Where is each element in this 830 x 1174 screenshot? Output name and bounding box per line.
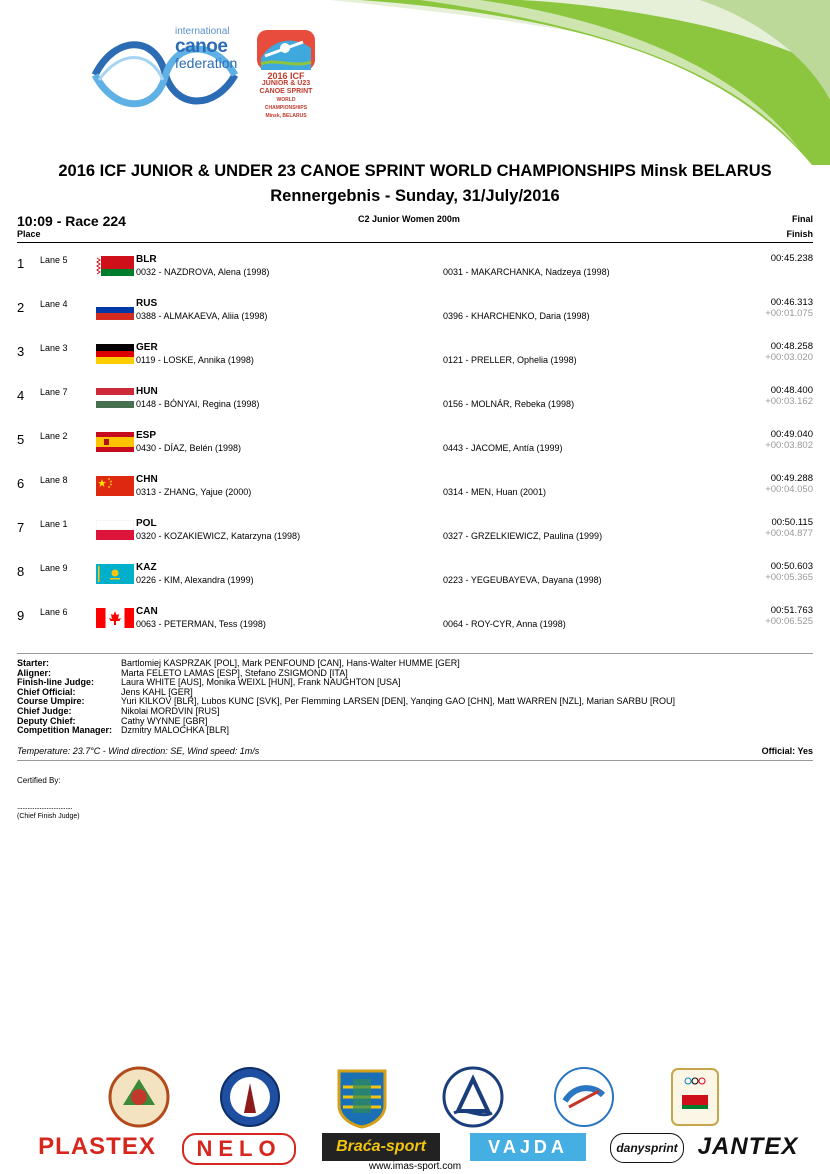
place-number: 7 — [17, 520, 25, 535]
finish-time: 00:49.040 — [770, 429, 813, 440]
result-row — [0, 514, 830, 558]
place-number: 5 — [17, 432, 25, 447]
country-code: CHN — [136, 474, 158, 485]
sponsor-logo-jantex: JANTEX — [697, 1133, 799, 1160]
crew-member-2: 0064 - ROY-CYR, Anna (1998) — [443, 619, 566, 629]
finish-time: 00:45.238 — [770, 253, 813, 264]
lane-label: Lane 5 — [40, 255, 68, 265]
country-code: BLR — [136, 254, 157, 265]
country-code: RUS — [136, 298, 158, 309]
official-names: Nikolai MORDVIN [RUS] — [121, 705, 220, 716]
championship-logo-line3: CANOE SPRINT — [259, 88, 313, 95]
crew-member-1: 0063 - PETERMAN, Tess (1998) — [136, 619, 266, 629]
page-subtitle: Rennergebnis - Sunday, 31/July/2016 — [270, 187, 560, 205]
icf-logo-line3: federation — [175, 55, 238, 71]
lane-label: Lane 6 — [40, 607, 68, 617]
place-number: 2 — [17, 300, 25, 315]
crew-member-1: 0320 - KOZAKIEWICZ, Katarzyna (1998) — [136, 531, 301, 541]
sponsor-logo-plastex: PLASTEX — [38, 1133, 156, 1160]
crew-member-2: 0396 - KHARCHENKO, Daria (1998) — [443, 311, 590, 321]
official-names: Cathy WYNNE [GBR] — [121, 715, 208, 726]
time-gap: +00:03.162 — [765, 396, 813, 407]
official-role: Chief Judge: — [17, 705, 72, 716]
crew-member-2: 0156 - MOLNÁR, Rebeka (1998) — [443, 399, 575, 409]
finish-time: 00:49.288 — [770, 473, 813, 484]
official-names: Marta FELETO LAMAS [ESP], Stefano ZSIGMOND [ITA] — [121, 667, 348, 678]
championship-logo-line1: 2016 ICF — [267, 71, 305, 81]
result-row — [0, 294, 830, 338]
crew-member-1: 0032 - NAZDROVA, Alena (1998) — [136, 267, 270, 277]
result-row — [0, 470, 830, 514]
time-gap: +00:04.050 — [765, 484, 813, 495]
result-row — [0, 250, 830, 294]
country-code: POL — [136, 518, 157, 529]
lane-label: Lane 7 — [40, 387, 68, 397]
crew-member-1: 0119 - LOSKE, Annika (1998) — [136, 355, 254, 365]
race-time-label: 10:09 - Race 224 — [17, 213, 126, 229]
result-row — [0, 382, 830, 426]
place-number: 8 — [17, 564, 25, 579]
federation-emblem-5 — [553, 1065, 615, 1129]
championship-logo-line2: JUNIOR & U23 — [261, 80, 311, 87]
lane-label: Lane 4 — [40, 299, 68, 309]
official-status: Official: Yes — [761, 746, 813, 756]
official-names: Dzmitry MALOCHKA [BLR] — [121, 725, 230, 736]
place-number: 1 — [17, 256, 25, 271]
lane-label: Lane 9 — [40, 563, 68, 573]
country-code: CAN — [136, 606, 158, 617]
place-column-header: Place — [17, 229, 41, 239]
kaz-flag-icon — [96, 564, 134, 584]
crew-member-2: 0443 - JACOME, Antía (1999) — [443, 443, 563, 453]
finish-time: 00:50.115 — [771, 517, 813, 528]
sponsor-logo-braca-sport: Braća-sport — [322, 1133, 440, 1161]
place-number: 3 — [17, 344, 25, 359]
crew-member-1: 0148 - BÓNYAI, Regina (1998) — [136, 399, 260, 409]
finish-time: 00:51.763 — [770, 605, 813, 616]
official-row — [17, 678, 675, 688]
championship-logo-line5: Minsk, BELARUS — [265, 113, 307, 119]
place-number: 9 — [17, 608, 25, 623]
federation-emblem-1 — [108, 1065, 170, 1129]
conditions-divider — [17, 760, 813, 761]
ger-flag-icon — [96, 344, 134, 364]
sponsor-logo-nelo: NELO — [182, 1133, 296, 1165]
finish-time: 00:48.258 — [770, 341, 813, 352]
crew-member-1: 0226 - KIM, Alexandra (1999) — [136, 575, 254, 585]
country-code: GER — [136, 342, 158, 353]
time-gap: +00:04.877 — [765, 528, 813, 539]
official-role: Deputy Chief: — [17, 715, 76, 726]
chief-finish-judge-label: (Chief Finish Judge) — [17, 813, 80, 820]
officials-list — [17, 659, 675, 736]
place-number: 4 — [17, 388, 25, 403]
official-role: Competition Manager: — [17, 725, 113, 736]
country-code: KAZ — [136, 562, 157, 573]
lane-label: Lane 3 — [40, 343, 68, 353]
finish-time: 00:48.400 — [770, 385, 813, 396]
crew-member-2: 0327 - GRZELKIEWICZ, Paulina (1999) — [443, 531, 603, 541]
lane-label: Lane 8 — [40, 475, 68, 485]
official-names: Bartlomiej KASPRZAK [POL], Mark PENFOUND [CAN], Hans-Walter HUMME [GER] — [121, 658, 460, 668]
result-row — [0, 558, 830, 602]
official-role: Course Umpire: — [17, 696, 85, 707]
finish-time: 00:46.313 — [770, 297, 813, 308]
federation-emblem-6 — [664, 1065, 726, 1129]
signature-line: ................................ — [17, 802, 73, 811]
official-role: Starter: — [17, 658, 50, 668]
official-names: Laura WHITE [AUS], Monika WEIXL [HUN], Frank NAUGHTON [USA] — [121, 677, 401, 688]
crew-member-2: 0031 - MAKARCHANKA, Nadzeya (1998) — [443, 267, 610, 277]
result-row — [0, 426, 830, 470]
crew-member-1: 0388 - ALMAKAEVA, Aliia (1998) — [136, 311, 268, 321]
race-stage-label: Final — [791, 214, 813, 224]
time-gap: +00:01.075 — [765, 308, 813, 319]
lane-label: Lane 1 — [40, 519, 68, 529]
official-role: Chief Official: — [17, 686, 76, 697]
hun-flag-icon — [96, 388, 134, 408]
official-row — [17, 726, 675, 736]
rus-flag-icon — [96, 300, 134, 320]
crew-member-2: 0223 - YEGEUBAYEVA, Dayana (1998) — [443, 575, 602, 585]
crew-member-1: 0430 - DÍAZ, Belén (1998) — [136, 443, 242, 453]
federation-emblem-4 — [442, 1065, 504, 1129]
result-row — [0, 602, 830, 646]
chn-flag-icon — [96, 476, 134, 496]
federation-emblem-3 — [331, 1065, 393, 1129]
sponsor-logo-danysprint: danysprint — [610, 1133, 684, 1163]
time-gap: +00:03.802 — [765, 440, 813, 451]
official-row — [17, 717, 675, 727]
website-url: www.imas-sport.com — [368, 1161, 462, 1172]
official-names: Jens KAHL [GER] — [121, 686, 193, 697]
time-gap: +00:06.525 — [765, 616, 813, 627]
official-role: Finish-line Judge: — [17, 677, 95, 688]
results-divider — [17, 653, 813, 654]
finish-time: 00:50.603 — [770, 561, 813, 572]
time-gap: +00:03.020 — [765, 352, 813, 363]
finish-column-header: Finish — [786, 229, 813, 239]
can-flag-icon — [96, 608, 134, 628]
crew-member-2: 0314 - MEN, Huan (2001) — [443, 487, 547, 497]
country-code: HUN — [136, 386, 158, 397]
lane-label: Lane 2 — [40, 431, 68, 441]
crew-member-1: 0313 - ZHANG, Yajue (2000) — [136, 487, 252, 497]
blr-flag-icon — [96, 256, 134, 276]
weather-conditions: Temperature: 23.7°C - Wind direction: SE, Wind speed: 1m/s — [17, 746, 260, 756]
championship-logo-text — [255, 72, 317, 120]
esp-flag-icon — [96, 432, 134, 452]
official-names: Yuri KILKOV [BLR], Lubos KUNC [SVK], Per Flemming LARSEN [DEN], Yanqing GAO [CHN], Matt WARREN [NZL], Marian SARBU [ROU] — [121, 696, 675, 707]
result-row — [0, 338, 830, 382]
icf-logo-text — [175, 27, 237, 70]
time-gap: +00:05.365 — [765, 572, 813, 583]
icf-logo-line1: international — [175, 26, 230, 37]
place-number: 6 — [17, 476, 25, 491]
championship-logo-line4: WORLD CHAMPIONSHIPS — [264, 97, 308, 111]
sponsor-logo-vajda: VAJDA — [470, 1133, 586, 1161]
page-title: 2016 ICF JUNIOR & UNDER 23 CANOE SPRINT WORLD CHAMPIONSHIPS Minsk BELARUS — [58, 162, 772, 180]
pol-flag-icon — [96, 520, 134, 540]
boat-class-label: C2 Junior Women 200m — [358, 214, 460, 224]
certified-by-label: Certified By: — [17, 776, 61, 785]
official-role: Aligner: — [17, 667, 52, 678]
official-row — [17, 697, 675, 707]
official-row — [17, 707, 675, 717]
country-code: ESP — [136, 430, 157, 441]
crew-member-2: 0121 - PRELLER, Ophelia (1998) — [443, 355, 577, 365]
header-divider — [17, 242, 813, 243]
federation-emblem-2 — [219, 1065, 281, 1129]
icf-logo-line2: canoe — [175, 36, 228, 57]
